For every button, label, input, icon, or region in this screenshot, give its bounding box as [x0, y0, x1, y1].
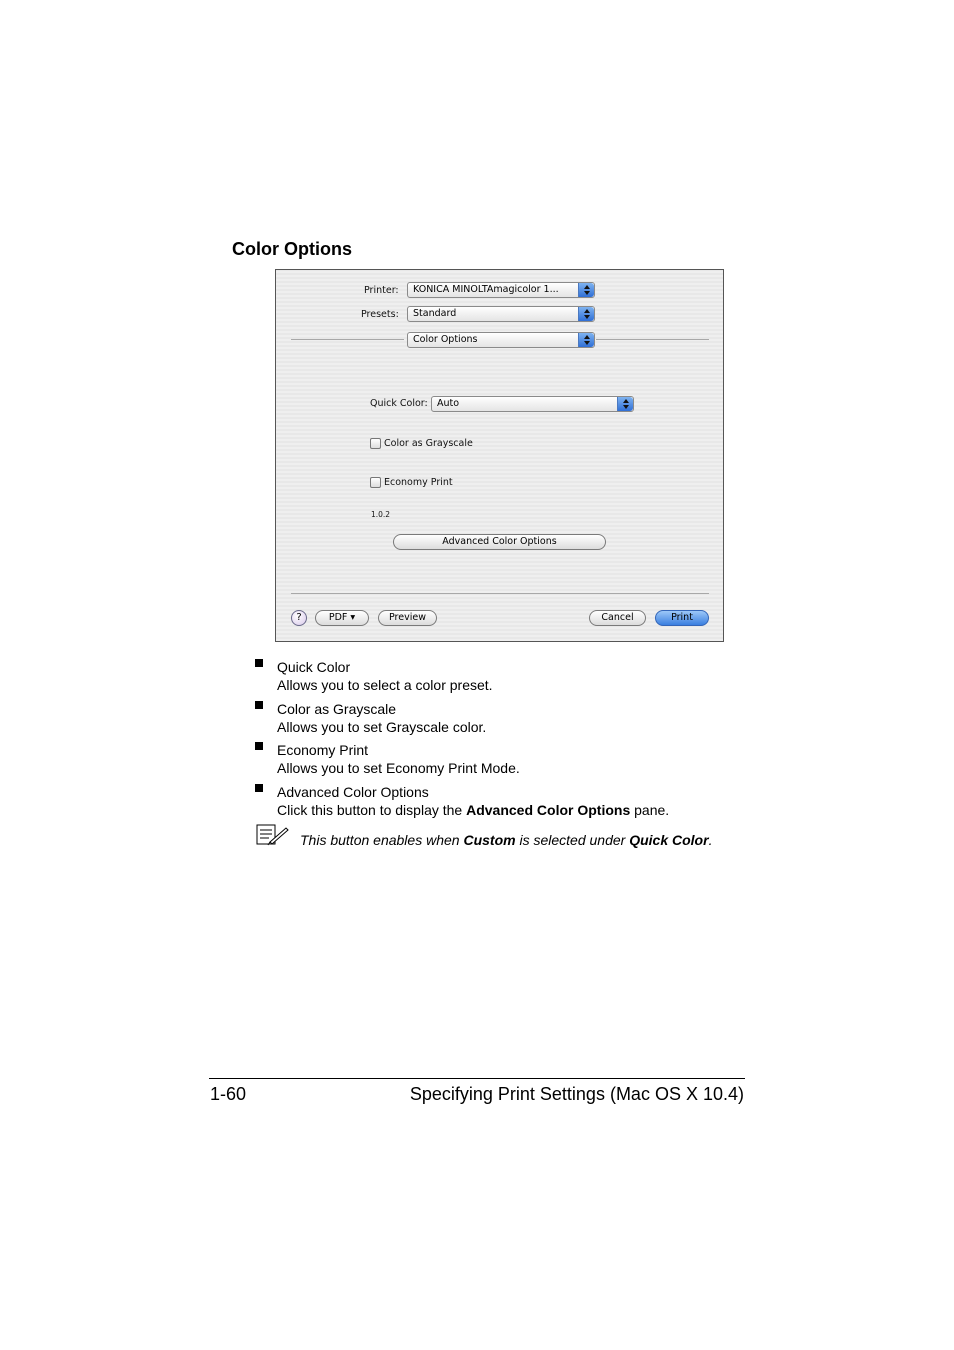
economy-print-label: Economy Print — [384, 477, 453, 488]
page-number: 1-60 — [210, 1084, 247, 1104]
bullet-item-grayscale — [277, 700, 486, 736]
bullet-desc: Allows you to select a color preset. — [277, 677, 493, 693]
printer-value: KONICA MINOLTAmagicolor 1... — [413, 284, 559, 295]
quick-color-popup[interactable] — [431, 396, 634, 412]
popup-arrows-icon — [578, 333, 594, 347]
advanced-color-options-button[interactable]: Advanced Color Options — [393, 534, 606, 550]
pdf-button[interactable]: PDF ▾ — [315, 610, 369, 626]
popup-arrows-icon — [578, 307, 594, 321]
presets-popup[interactable] — [407, 306, 595, 322]
note-text: This button enables when Custom is selected under Quick Color. — [300, 832, 713, 848]
separator-line — [291, 593, 709, 594]
note-icon — [256, 824, 290, 846]
bullet-title: Advanced Color Options — [277, 784, 429, 800]
help-button[interactable]: ? — [291, 610, 307, 626]
bullet-title: Quick Color — [277, 659, 351, 675]
separator-line — [596, 339, 709, 340]
bullet-item-advanced — [277, 783, 669, 819]
bullet-desc: Allows you to set Grayscale color. — [277, 719, 487, 735]
print-dialog — [275, 269, 724, 642]
bullet-title: Color as Grayscale — [277, 701, 397, 717]
popup-arrows-icon — [617, 397, 633, 411]
version-text: 1.0.2 — [371, 510, 391, 519]
presets-value: Standard — [413, 308, 457, 319]
bullet-item-quick-color — [277, 658, 493, 694]
footer-rule — [209, 1078, 745, 1079]
cancel-button[interactable]: Cancel — [589, 610, 646, 626]
presets-label: Presets: — [361, 309, 399, 320]
printer-popup[interactable] — [407, 282, 595, 298]
bullet-icon — [255, 784, 263, 792]
quick-color-label: Quick Color: — [370, 398, 428, 409]
pane-popup[interactable] — [407, 332, 595, 348]
print-button[interactable]: Print — [655, 610, 709, 626]
economy-print-checkbox[interactable] — [370, 477, 381, 488]
bullet-icon — [255, 659, 263, 667]
bullet-desc: Allows you to set Economy Print Mode. — [277, 760, 520, 776]
printer-label: Printer: — [364, 285, 399, 296]
section-heading: Color Options — [232, 239, 352, 259]
bullet-desc: Click this button to display the Advanced Color Options pane. — [277, 802, 670, 818]
quick-color-value: Auto — [437, 398, 460, 409]
bullet-icon — [255, 742, 263, 750]
bullet-item-economy-print — [277, 741, 520, 777]
separator-line — [291, 339, 404, 340]
grayscale-checkbox[interactable] — [370, 438, 381, 449]
popup-arrows-icon — [578, 283, 594, 297]
bullet-title: Economy Print — [277, 742, 369, 758]
bullet-icon — [255, 701, 263, 709]
preview-button[interactable]: Preview — [378, 610, 437, 626]
grayscale-label: Color as Grayscale — [384, 438, 473, 449]
footer-title: Specifying Print Settings (Mac OS X 10.4) — [409, 1084, 744, 1104]
pane-value: Color Options — [413, 334, 478, 345]
